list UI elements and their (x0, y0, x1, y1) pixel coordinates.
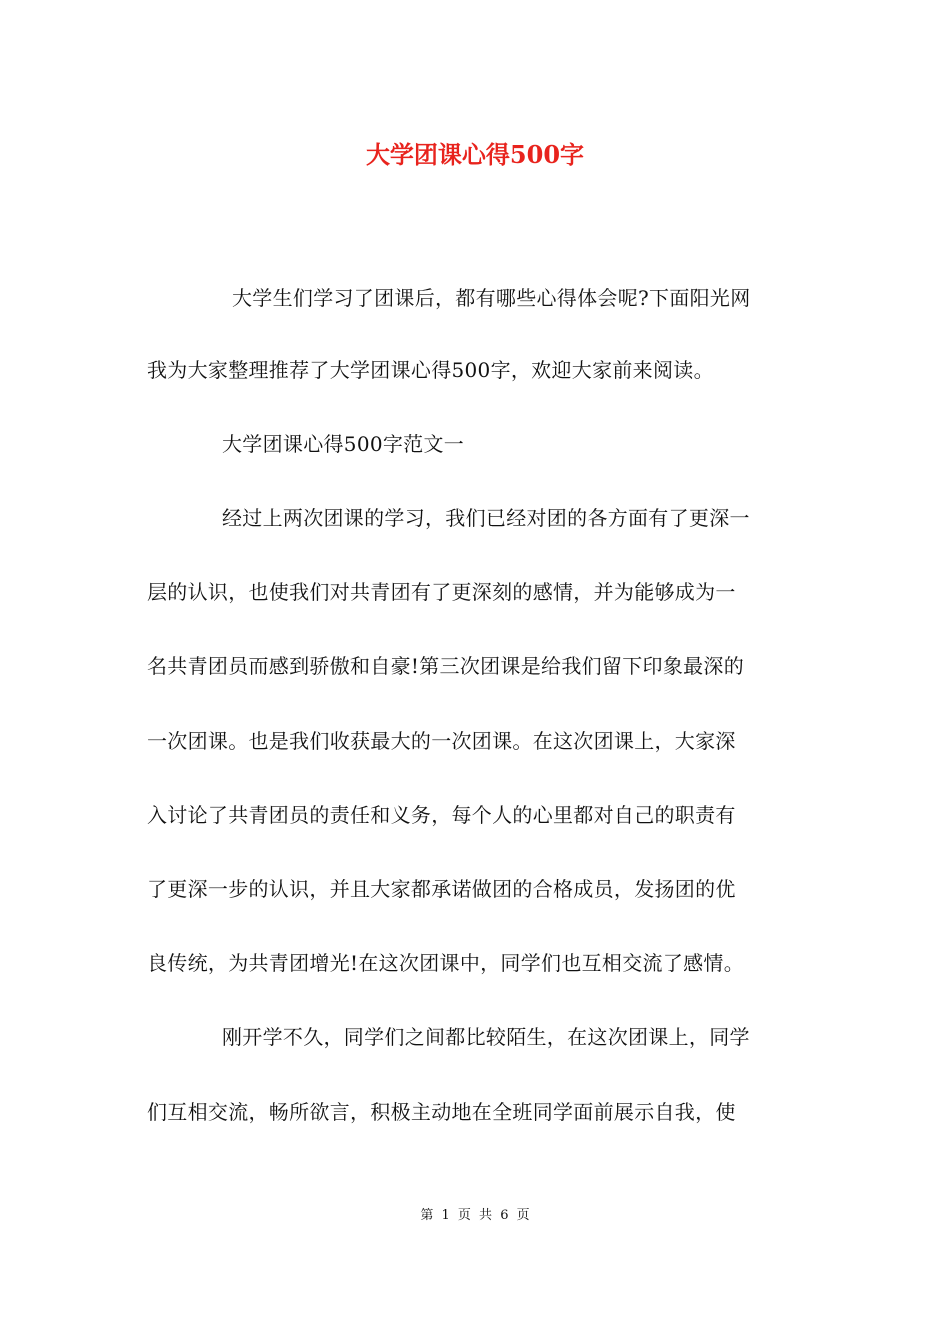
body-line-1: 大学生们学习了团课后，都有哪些心得体会呢?下面阳光网 (232, 286, 751, 310)
body-line-11: 刚开学不久，同学们之间都比较陌生，在这次团课上，同学 (222, 1025, 750, 1049)
body-line-5: 层的认识，也使我们对共青团有了更深刻的感情，并为能够成为一 (147, 580, 736, 604)
document-title: 大学团课心得500字 (365, 140, 585, 169)
body-line-2: 我为大家整理推荐了大学团课心得500字，欢迎大家前来阅读。 (147, 358, 714, 382)
section-heading: 大学团课心得500字范文一 (222, 432, 465, 456)
body-line-9: 了更深一步的认识，并且大家都承诺做团的合格成员，发扬团的优 (147, 877, 736, 901)
body-line-10: 良传统，为共青团增光!在这次团课中，同学们也互相交流了感情。 (147, 951, 745, 975)
body-line-6: 名共青团员而感到骄傲和自豪!第三次团课是给我们留下印象最深的 (147, 654, 745, 678)
body-line-7: 一次团课。也是我们收获最大的一次团课。在这次团课上，大家深 (147, 729, 736, 753)
body-line-4: 经过上两次团课的学习，我们已经对团的各方面有了更深一 (222, 506, 750, 530)
page-footer: 第 1 页 共 6 页 (420, 1208, 530, 1223)
body-line-8: 入讨论了共青团员的责任和义务，每个人的心里都对自己的职责有 (147, 803, 736, 827)
body-line-12: 们互相交流，畅所欲言，积极主动地在全班同学面前展示自我，使 (147, 1100, 736, 1124)
